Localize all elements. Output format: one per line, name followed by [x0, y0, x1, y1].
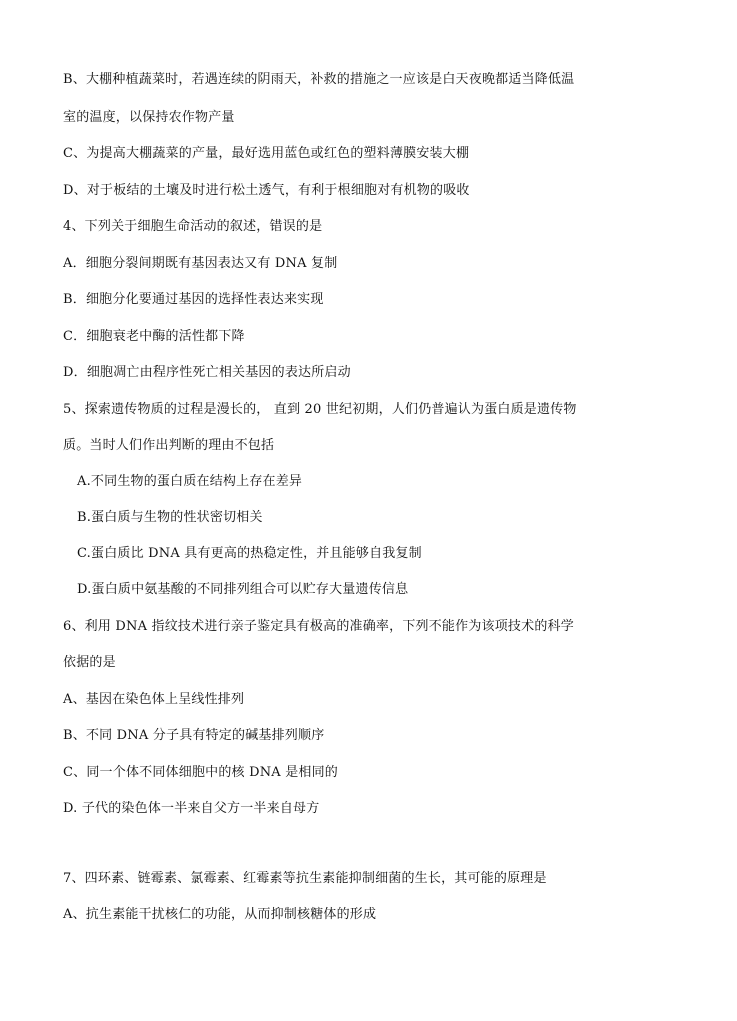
question-5-option-c: C.蛋白质比 DNA 具有更高的热稳定性，并且能够自我复制: [77, 546, 422, 561]
question-4-option-a: A．细胞分裂间期既有基因表达又有 DNA 复制: [63, 256, 338, 271]
question-4-option-d: D．细胞凋亡由程序性死亡相关基因的表达所启动: [63, 365, 351, 380]
question-6-option-d: D. 子代的染色体一半来自父方一半来自母方: [63, 801, 320, 816]
question-6-stem-line-1: 6、利用 DNA 指纹技术进行亲子鉴定具有极高的准确率，下列不能作为该项技术的科学: [63, 619, 574, 634]
question-6-option-c: C、同一个体不同体细胞中的核 DNA 是相同的: [63, 765, 338, 780]
option-d-line: D、对于板结的土壤及时进行松土透气，有利于根细胞对有机物的吸收: [63, 183, 470, 198]
question-4-stem: 4、下列关于细胞生命活动的叙述，错误的是: [63, 219, 323, 234]
question-6-stem-line-2: 依据的是: [63, 655, 116, 670]
question-4-option-c: C．细胞衰老中酶的活性都下降: [63, 329, 245, 344]
question-7-option-a: A、抗生素能干扰核仁的功能，从而抑制核糖体的形成: [63, 907, 377, 922]
question-5-option-b: B.蛋白质与生物的性状密切相关: [77, 510, 263, 525]
option-c-line: C、为提高大棚蔬菜的产量，最好选用蓝色或红色的塑料薄膜安装大棚: [63, 146, 470, 161]
question-5-option-d: D.蛋白质中氨基酸的不同排列组合可以贮存大量遗传信息: [77, 582, 409, 597]
question-5-stem-line-2: 质。当时人们作出判断的理由不包括: [63, 438, 275, 453]
question-6-option-b: B、不同 DNA 分子具有特定的碱基排列顺序: [63, 728, 325, 743]
option-b-line-1: B、大棚种植蔬菜时，若遇连续的阴雨天，补救的措施之一应该是白天夜晚都适当降低温: [63, 72, 575, 87]
option-b-line-2: 室的温度，以保持农作物产量: [63, 110, 235, 125]
question-7-stem: 7、四环素、链霉素、氯霉素、红霉素等抗生素能抑制细菌的生长，其可能的原理是: [63, 871, 547, 886]
question-4-option-b: B．细胞分化要通过基因的选择性表达来实现: [63, 292, 324, 307]
question-5-stem-line-1: 5、探索遗传物质的过程是漫长的， 直到 20 世纪初期，人们仍普遍认为蛋白质是遗传物: [63, 402, 577, 417]
question-6-option-a: A、基因在染色体上呈线性排列: [63, 692, 245, 707]
question-5-option-a: A.不同生物的蛋白质在结构上存在差异: [77, 474, 303, 489]
